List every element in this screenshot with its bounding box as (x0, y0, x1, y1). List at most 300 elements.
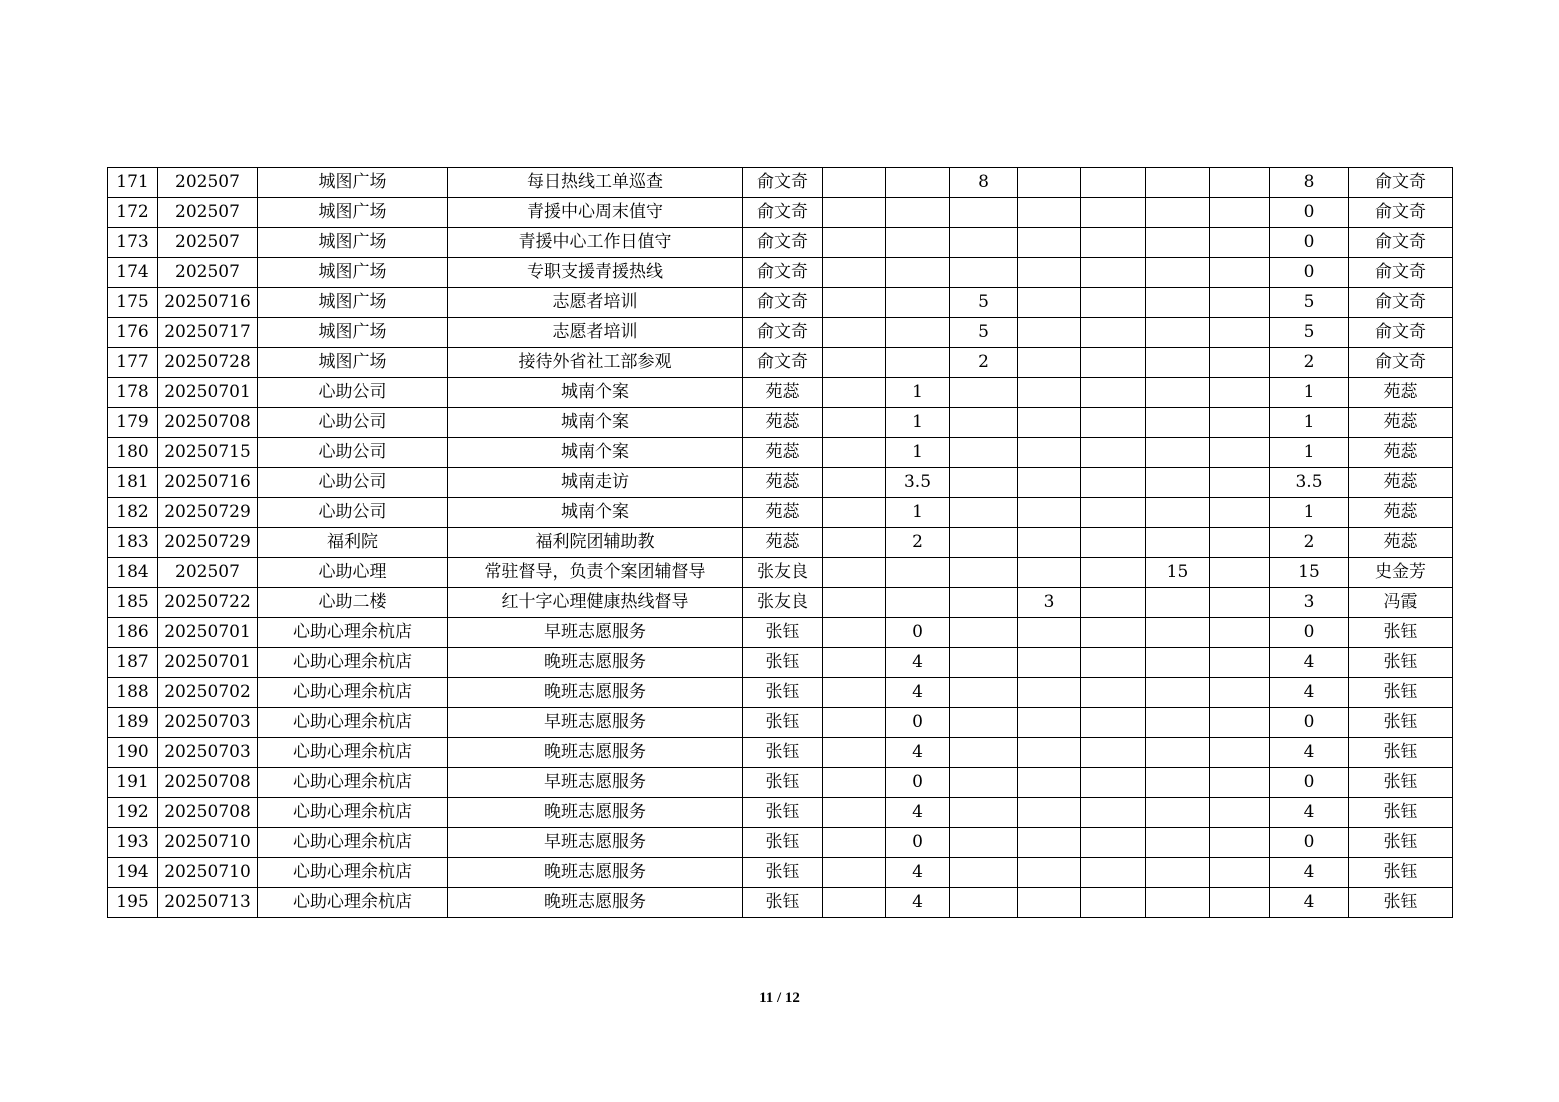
cell-total: 15 (1270, 558, 1349, 588)
cell-hours-col7 (1210, 858, 1270, 888)
cell-person: 苑蕊 (743, 498, 823, 528)
cell-total: 0 (1270, 768, 1349, 798)
cell-total: 2 (1270, 528, 1349, 558)
cell-location: 心助心理余杭店 (258, 798, 448, 828)
table-row (108, 498, 1453, 528)
cell-activity: 早班志愿服务 (448, 828, 743, 858)
cell-hours-col3 (950, 798, 1018, 828)
cell-hours-col4 (1018, 348, 1081, 378)
cell-hours-col6 (1146, 348, 1210, 378)
table-row (108, 468, 1453, 498)
cell-date: 202507 (158, 258, 258, 288)
table-row (108, 618, 1453, 648)
cell-hours-col6 (1146, 828, 1210, 858)
cell-hours-col4 (1018, 558, 1081, 588)
table-row (108, 168, 1453, 198)
cell-activity: 青援中心周末值守 (448, 198, 743, 228)
cell-hours-col4 (1018, 318, 1081, 348)
cell-verifier: 张钰 (1349, 708, 1453, 738)
cell-index: 176 (108, 318, 158, 348)
cell-hours-col3: 5 (950, 288, 1018, 318)
cell-hours-col6 (1146, 258, 1210, 288)
cell-hours-col1 (823, 288, 886, 318)
cell-date: 20250701 (158, 378, 258, 408)
table-row (108, 408, 1453, 438)
cell-total: 1 (1270, 438, 1349, 468)
cell-date: 20250703 (158, 708, 258, 738)
cell-hours-col1 (823, 168, 886, 198)
cell-hours-col3 (950, 198, 1018, 228)
table-row (108, 228, 1453, 258)
table-row (108, 798, 1453, 828)
cell-index: 195 (108, 888, 158, 918)
cell-index: 190 (108, 738, 158, 768)
cell-hours-col7 (1210, 678, 1270, 708)
cell-total: 2 (1270, 348, 1349, 378)
cell-hours-col3 (950, 828, 1018, 858)
cell-activity: 晚班志愿服务 (448, 738, 743, 768)
cell-activity: 青援中心工作日值守 (448, 228, 743, 258)
cell-hours-col5 (1081, 228, 1146, 258)
cell-hours-col3 (950, 708, 1018, 738)
cell-person: 张钰 (743, 738, 823, 768)
cell-hours-col3: 2 (950, 348, 1018, 378)
cell-verifier: 张钰 (1349, 768, 1453, 798)
cell-verifier: 史金芳 (1349, 558, 1453, 588)
cell-person: 苑蕊 (743, 378, 823, 408)
cell-hours-col3 (950, 468, 1018, 498)
cell-total: 8 (1270, 168, 1349, 198)
table-row (108, 858, 1453, 888)
cell-index: 193 (108, 828, 158, 858)
cell-hours-col6 (1146, 318, 1210, 348)
cell-activity: 红十字心理健康热线督导 (448, 588, 743, 618)
cell-hours-col2: 3.5 (886, 468, 950, 498)
cell-hours-col1 (823, 588, 886, 618)
cell-verifier: 俞文奇 (1349, 168, 1453, 198)
cell-hours-col1 (823, 468, 886, 498)
cell-index: 192 (108, 798, 158, 828)
cell-hours-col4 (1018, 768, 1081, 798)
cell-hours-col6 (1146, 618, 1210, 648)
cell-hours-col1 (823, 318, 886, 348)
cell-hours-col5 (1081, 588, 1146, 618)
cell-hours-col6 (1146, 228, 1210, 258)
cell-index: 183 (108, 528, 158, 558)
cell-date: 20250710 (158, 828, 258, 858)
cell-hours-col7 (1210, 468, 1270, 498)
cell-hours-col2 (886, 558, 950, 588)
cell-location: 心助公司 (258, 378, 448, 408)
cell-hours-col4: 3 (1018, 588, 1081, 618)
cell-activity: 早班志愿服务 (448, 768, 743, 798)
cell-verifier: 俞文奇 (1349, 258, 1453, 288)
cell-hours-col2: 2 (886, 528, 950, 558)
table-row (108, 738, 1453, 768)
cell-hours-col4 (1018, 618, 1081, 648)
cell-hours-col3 (950, 408, 1018, 438)
cell-total: 3.5 (1270, 468, 1349, 498)
cell-total: 4 (1270, 858, 1349, 888)
cell-hours-col2: 4 (886, 738, 950, 768)
cell-person: 苑蕊 (743, 438, 823, 468)
cell-hours-col2 (886, 198, 950, 228)
cell-hours-col1 (823, 228, 886, 258)
cell-hours-col6: 15 (1146, 558, 1210, 588)
cell-hours-col5 (1081, 858, 1146, 888)
cell-hours-col5 (1081, 768, 1146, 798)
page-number: 11 / 12 (759, 990, 800, 1006)
cell-hours-col5 (1081, 888, 1146, 918)
cell-total: 3 (1270, 588, 1349, 618)
cell-hours-col6 (1146, 378, 1210, 408)
cell-hours-col7 (1210, 288, 1270, 318)
cell-hours-col7 (1210, 258, 1270, 288)
cell-hours-col1 (823, 708, 886, 738)
cell-person: 张友良 (743, 588, 823, 618)
cell-person: 俞文奇 (743, 318, 823, 348)
cell-person: 俞文奇 (743, 228, 823, 258)
cell-person: 俞文奇 (743, 168, 823, 198)
cell-hours-col7 (1210, 708, 1270, 738)
cell-hours-col3 (950, 588, 1018, 618)
cell-person: 苑蕊 (743, 408, 823, 438)
cell-hours-col1 (823, 258, 886, 288)
cell-hours-col2 (886, 228, 950, 258)
cell-activity: 常驻督导，负责个案团辅督导 (448, 558, 743, 588)
table-row (108, 528, 1453, 558)
cell-verifier: 张钰 (1349, 798, 1453, 828)
cell-hours-col7 (1210, 198, 1270, 228)
table-row (108, 648, 1453, 678)
cell-hours-col4 (1018, 798, 1081, 828)
cell-activity: 早班志愿服务 (448, 618, 743, 648)
cell-hours-col7 (1210, 888, 1270, 918)
cell-person: 张钰 (743, 648, 823, 678)
cell-hours-col3 (950, 678, 1018, 708)
cell-date: 20250708 (158, 798, 258, 828)
cell-hours-col1 (823, 798, 886, 828)
cell-hours-col2 (886, 588, 950, 618)
cell-hours-col6 (1146, 168, 1210, 198)
table-row (108, 588, 1453, 618)
cell-date: 202507 (158, 168, 258, 198)
cell-hours-col2: 4 (886, 858, 950, 888)
cell-activity: 城南个案 (448, 438, 743, 468)
cell-location: 心助公司 (258, 438, 448, 468)
cell-hours-col7 (1210, 588, 1270, 618)
cell-verifier: 俞文奇 (1349, 348, 1453, 378)
cell-hours-col7 (1210, 558, 1270, 588)
cell-hours-col1 (823, 408, 886, 438)
cell-hours-col1 (823, 678, 886, 708)
table-row (108, 768, 1453, 798)
cell-date: 202507 (158, 228, 258, 258)
cell-hours-col6 (1146, 708, 1210, 738)
cell-index: 179 (108, 408, 158, 438)
cell-hours-col3 (950, 738, 1018, 768)
cell-verifier: 张钰 (1349, 888, 1453, 918)
cell-date: 20250710 (158, 858, 258, 888)
cell-location: 城图广场 (258, 258, 448, 288)
cell-location: 城图广场 (258, 318, 448, 348)
cell-hours-col6 (1146, 798, 1210, 828)
cell-hours-col5 (1081, 738, 1146, 768)
cell-hours-col1 (823, 768, 886, 798)
cell-verifier: 苑蕊 (1349, 408, 1453, 438)
cell-activity: 接待外省社工部参观 (448, 348, 743, 378)
cell-total: 0 (1270, 258, 1349, 288)
cell-hours-col2: 1 (886, 438, 950, 468)
cell-date: 20250716 (158, 468, 258, 498)
cell-hours-col4 (1018, 888, 1081, 918)
cell-location: 城图广场 (258, 348, 448, 378)
cell-hours-col3 (950, 378, 1018, 408)
cell-person: 苑蕊 (743, 528, 823, 558)
cell-hours-col4 (1018, 408, 1081, 438)
cell-date: 20250708 (158, 408, 258, 438)
cell-location: 心助心理余杭店 (258, 708, 448, 738)
cell-person: 张钰 (743, 708, 823, 738)
cell-hours-col2 (886, 318, 950, 348)
table-row (108, 828, 1453, 858)
cell-person: 俞文奇 (743, 348, 823, 378)
cell-hours-col3 (950, 528, 1018, 558)
cell-location: 心助心理余杭店 (258, 738, 448, 768)
cell-verifier: 冯霞 (1349, 588, 1453, 618)
cell-location: 心助二楼 (258, 588, 448, 618)
cell-verifier: 俞文奇 (1349, 198, 1453, 228)
cell-hours-col1 (823, 858, 886, 888)
cell-hours-col4 (1018, 858, 1081, 888)
cell-person: 俞文奇 (743, 198, 823, 228)
cell-hours-col4 (1018, 228, 1081, 258)
cell-total: 4 (1270, 798, 1349, 828)
cell-hours-col3: 5 (950, 318, 1018, 348)
cell-verifier: 苑蕊 (1349, 528, 1453, 558)
cell-hours-col3 (950, 618, 1018, 648)
cell-hours-col1 (823, 498, 886, 528)
cell-date: 20250717 (158, 318, 258, 348)
cell-hours-col5 (1081, 288, 1146, 318)
table-row (108, 198, 1453, 228)
cell-hours-col7 (1210, 438, 1270, 468)
cell-hours-col7 (1210, 528, 1270, 558)
records-table (107, 167, 1453, 918)
cell-hours-col5 (1081, 498, 1146, 528)
cell-verifier: 张钰 (1349, 618, 1453, 648)
cell-hours-col2 (886, 168, 950, 198)
cell-activity: 晚班志愿服务 (448, 798, 743, 828)
cell-index: 174 (108, 258, 158, 288)
cell-total: 5 (1270, 288, 1349, 318)
cell-verifier: 张钰 (1349, 738, 1453, 768)
cell-activity: 城南走访 (448, 468, 743, 498)
cell-hours-col3 (950, 888, 1018, 918)
cell-hours-col1 (823, 648, 886, 678)
cell-hours-col6 (1146, 768, 1210, 798)
cell-date: 20250729 (158, 498, 258, 528)
cell-hours-col6 (1146, 198, 1210, 228)
cell-hours-col5 (1081, 438, 1146, 468)
cell-date: 202507 (158, 558, 258, 588)
cell-hours-col4 (1018, 288, 1081, 318)
cell-hours-col7 (1210, 738, 1270, 768)
cell-hours-col5 (1081, 348, 1146, 378)
cell-hours-col6 (1146, 468, 1210, 498)
cell-hours-col5 (1081, 318, 1146, 348)
cell-hours-col2: 1 (886, 498, 950, 528)
cell-person: 张钰 (743, 618, 823, 648)
cell-hours-col4 (1018, 678, 1081, 708)
cell-hours-col6 (1146, 408, 1210, 438)
cell-hours-col7 (1210, 648, 1270, 678)
cell-index: 181 (108, 468, 158, 498)
cell-hours-col2 (886, 288, 950, 318)
cell-date: 20250728 (158, 348, 258, 378)
cell-hours-col2: 4 (886, 678, 950, 708)
cell-hours-col4 (1018, 198, 1081, 228)
cell-index: 171 (108, 168, 158, 198)
cell-hours-col5 (1081, 678, 1146, 708)
cell-total: 0 (1270, 228, 1349, 258)
cell-hours-col2: 0 (886, 768, 950, 798)
cell-hours-col1 (823, 618, 886, 648)
cell-hours-col2: 1 (886, 408, 950, 438)
cell-hours-col2: 1 (886, 378, 950, 408)
cell-index: 186 (108, 618, 158, 648)
cell-location: 城图广场 (258, 168, 448, 198)
cell-hours-col7 (1210, 828, 1270, 858)
cell-total: 0 (1270, 198, 1349, 228)
table-row (108, 318, 1453, 348)
cell-location: 心助心理余杭店 (258, 648, 448, 678)
cell-hours-col4 (1018, 468, 1081, 498)
table-row (108, 708, 1453, 738)
cell-hours-col6 (1146, 288, 1210, 318)
cell-hours-col5 (1081, 258, 1146, 288)
cell-location: 心助心理余杭店 (258, 768, 448, 798)
cell-date: 20250713 (158, 888, 258, 918)
cell-activity: 城南个案 (448, 408, 743, 438)
cell-date: 20250701 (158, 648, 258, 678)
cell-location: 心助心理 (258, 558, 448, 588)
cell-hours-col3 (950, 438, 1018, 468)
cell-hours-col7 (1210, 798, 1270, 828)
cell-hours-col1 (823, 828, 886, 858)
cell-hours-col4 (1018, 498, 1081, 528)
cell-index: 178 (108, 378, 158, 408)
cell-index: 188 (108, 678, 158, 708)
cell-hours-col7 (1210, 408, 1270, 438)
cell-hours-col3 (950, 558, 1018, 588)
cell-hours-col4 (1018, 738, 1081, 768)
cell-location: 心助公司 (258, 498, 448, 528)
cell-person: 俞文奇 (743, 258, 823, 288)
cell-index: 185 (108, 588, 158, 618)
cell-hours-col5 (1081, 828, 1146, 858)
cell-person: 张钰 (743, 888, 823, 918)
cell-activity: 每日热线工单巡查 (448, 168, 743, 198)
cell-activity: 晚班志愿服务 (448, 888, 743, 918)
cell-index: 182 (108, 498, 158, 528)
cell-hours-col2: 0 (886, 708, 950, 738)
table-row (108, 558, 1453, 588)
cell-total: 4 (1270, 678, 1349, 708)
cell-activity: 早班志愿服务 (448, 708, 743, 738)
cell-total: 4 (1270, 648, 1349, 678)
records-table-body (108, 168, 1453, 918)
cell-hours-col1 (823, 558, 886, 588)
cell-hours-col1 (823, 888, 886, 918)
cell-hours-col4 (1018, 258, 1081, 288)
cell-hours-col6 (1146, 498, 1210, 528)
cell-index: 189 (108, 708, 158, 738)
cell-date: 20250716 (158, 288, 258, 318)
table-row (108, 378, 1453, 408)
cell-total: 1 (1270, 408, 1349, 438)
cell-verifier: 苑蕊 (1349, 438, 1453, 468)
cell-date: 20250715 (158, 438, 258, 468)
cell-hours-col5 (1081, 618, 1146, 648)
cell-hours-col5 (1081, 798, 1146, 828)
cell-hours-col4 (1018, 648, 1081, 678)
cell-total: 0 (1270, 828, 1349, 858)
cell-hours-col3 (950, 258, 1018, 288)
cell-index: 173 (108, 228, 158, 258)
cell-hours-col5 (1081, 708, 1146, 738)
cell-hours-col7 (1210, 378, 1270, 408)
cell-activity: 城南个案 (448, 498, 743, 528)
cell-activity: 晚班志愿服务 (448, 648, 743, 678)
cell-index: 172 (108, 198, 158, 228)
cell-activity: 城南个案 (448, 378, 743, 408)
cell-hours-col7 (1210, 318, 1270, 348)
cell-verifier: 张钰 (1349, 678, 1453, 708)
cell-hours-col7 (1210, 168, 1270, 198)
cell-hours-col3 (950, 768, 1018, 798)
cell-index: 187 (108, 648, 158, 678)
cell-hours-col4 (1018, 528, 1081, 558)
cell-hours-col5 (1081, 408, 1146, 438)
cell-hours-col7 (1210, 228, 1270, 258)
cell-location: 城图广场 (258, 288, 448, 318)
cell-person: 张钰 (743, 858, 823, 888)
cell-hours-col7 (1210, 348, 1270, 378)
cell-hours-col7 (1210, 618, 1270, 648)
cell-index: 191 (108, 768, 158, 798)
cell-date: 20250703 (158, 738, 258, 768)
cell-hours-col5 (1081, 558, 1146, 588)
cell-hours-col1 (823, 738, 886, 768)
table-row (108, 678, 1453, 708)
cell-index: 177 (108, 348, 158, 378)
cell-hours-col6 (1146, 588, 1210, 618)
cell-total: 1 (1270, 498, 1349, 528)
cell-hours-col1 (823, 198, 886, 228)
cell-hours-col2: 4 (886, 648, 950, 678)
cell-verifier: 张钰 (1349, 858, 1453, 888)
cell-location: 心助心理余杭店 (258, 858, 448, 888)
cell-hours-col3 (950, 228, 1018, 258)
cell-date: 20250722 (158, 588, 258, 618)
cell-verifier: 张钰 (1349, 648, 1453, 678)
cell-hours-col1 (823, 528, 886, 558)
cell-hours-col7 (1210, 768, 1270, 798)
cell-location: 心助心理余杭店 (258, 618, 448, 648)
cell-index: 175 (108, 288, 158, 318)
cell-total: 0 (1270, 618, 1349, 648)
